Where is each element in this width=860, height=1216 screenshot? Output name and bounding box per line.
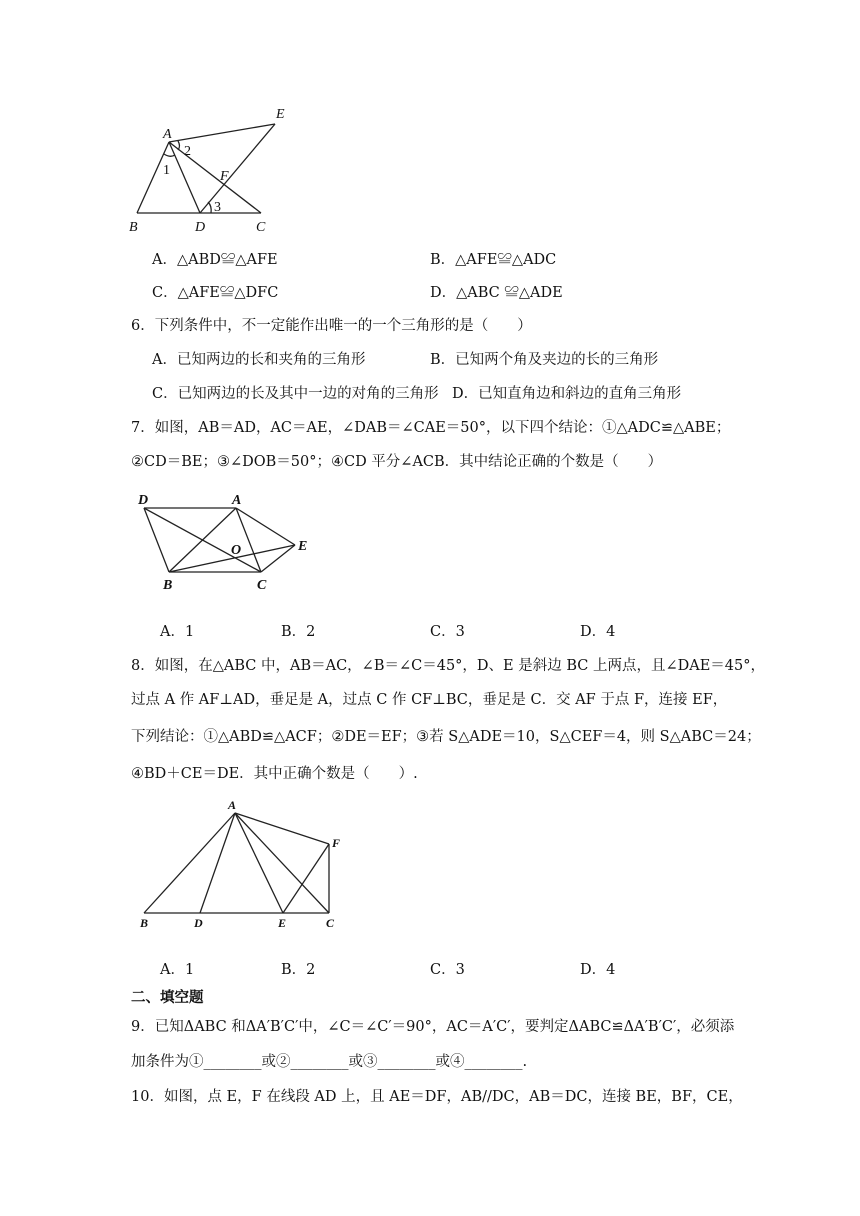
q8-option-d: D．4 [580,962,616,978]
q7-label-C: C [257,578,267,593]
q7-label-B: B [163,578,173,593]
q5-label-C: C [256,220,266,235]
q7-option-d: D．4 [580,624,616,640]
q8-option-c: C．3 [430,962,465,978]
q8-stem-line4: ④BD＋CE＝DE．其中正确个数是（ ）. [131,766,418,782]
q9-stem-line2: 加条件为①________或②________或③________或④________. [131,1054,528,1070]
q8-stem-line3: 下列结论：①△ABD≌△ACF；②DE＝EF；③若 S△ADE＝10，S△CEF＝4，则 S△ABC＝24； [131,729,761,745]
q5-option-c: C．△AFE≌△DFC [152,285,279,301]
q7-line-AC [236,508,261,572]
q10-stem-line1: 10．如图，点 E，F 在线段 AD 上，且 AE＝DF，AB//DC，AB＝DC，连接 BE，BF，CE， [131,1089,743,1105]
q6-stem: 6．下列条件中，不一定能作出唯一的一个三角形的是（ ） [131,318,532,334]
q5-label-E: E [276,107,285,122]
section-heading: 二、填空题 [131,989,204,1006]
q8-line-EF [283,844,329,913]
q7-label-E: E [298,539,308,554]
q7-line-AE [236,508,295,545]
q6-option-d: D．已知直角边和斜边的直角三角形 [452,386,682,402]
q5-angle-1-arc [164,154,175,156]
q5-option-d: D．△ABC ≌△ADE [430,285,563,301]
q7-label-A: A [232,493,242,508]
q5-line-AE [169,124,275,142]
q8-figure [130,795,350,935]
q5-figure [125,100,300,240]
q5-label-B: B [129,220,138,235]
q8-line-AB [144,813,235,913]
q5-label-3: 3 [214,200,221,215]
q5-label-1: 1 [163,163,170,178]
q7-figure [130,488,320,598]
q5-line-ED [200,124,275,213]
q8-stem-line2: 过点 A 作 AF⊥AD，垂足是 A，过点 C 作 CF⊥BC，垂足是 C．交 AF 于点 F，连接 EF， [131,692,728,708]
q5-label-D: D [195,220,206,235]
q7-label-D: D [138,493,149,508]
q5-label-F: F [220,169,229,184]
q8-line-AE [235,813,283,913]
q7-label-O: O [231,543,242,558]
q8-label-A: A [228,798,237,812]
q7-line-DB [144,508,169,572]
q7-option-c: C．3 [430,624,465,640]
q6-option-a: A．已知两边的长和夹角的三角形 [152,352,366,368]
q5-angle-2-arc [178,141,180,150]
q7-option-a: A．1 [160,624,195,640]
q5-option-a: A．△ABD≌△AFE [152,252,278,268]
q7-stem-line2: ②CD＝BE；③∠DOB＝50°；④CD 平分∠ACB．其中结论正确的个数是（ ） [131,454,663,470]
q5-label-A: A [163,127,172,142]
q8-option-b: B．2 [281,962,316,978]
q8-label-B: B [140,916,149,930]
q8-line-AD [200,813,235,913]
q8-option-a: A．1 [160,962,195,978]
q7-stem-line1: 7．如图，AB＝AD，AC＝AE，∠DAB＝∠CAE＝50°，以下四个结论：①△ADC≌△ABE； [131,420,731,436]
q8-label-C: C [326,916,335,930]
q5-option-b: B．△AFE≌△ADC [430,252,557,268]
q7-option-b: B．2 [281,624,316,640]
q7-line-DC [144,508,261,572]
q9-stem-line1: 9．已知ΔABC 和ΔA′B′C′中，∠C＝∠C′＝90°，AC＝A′C′，要判定ΔABC≌ΔA′B′C′，必须添 [131,1019,735,1035]
q6-option-b: B．已知两个角及夹边的长的三角形 [430,352,659,368]
q8-label-F: F [332,836,341,850]
q8-label-D: D [194,916,203,930]
q6-option-c: C．已知两边的长及其中一边的对角的三角形 [152,386,439,402]
q8-stem-line1: 8．如图，在△ABC 中，AB＝AC，∠B＝∠C＝45°，D、E 是斜边 BC 上两点，且∠DAE＝45°， [131,658,766,674]
q8-label-E: E [278,916,287,930]
q5-label-2: 2 [184,144,191,159]
